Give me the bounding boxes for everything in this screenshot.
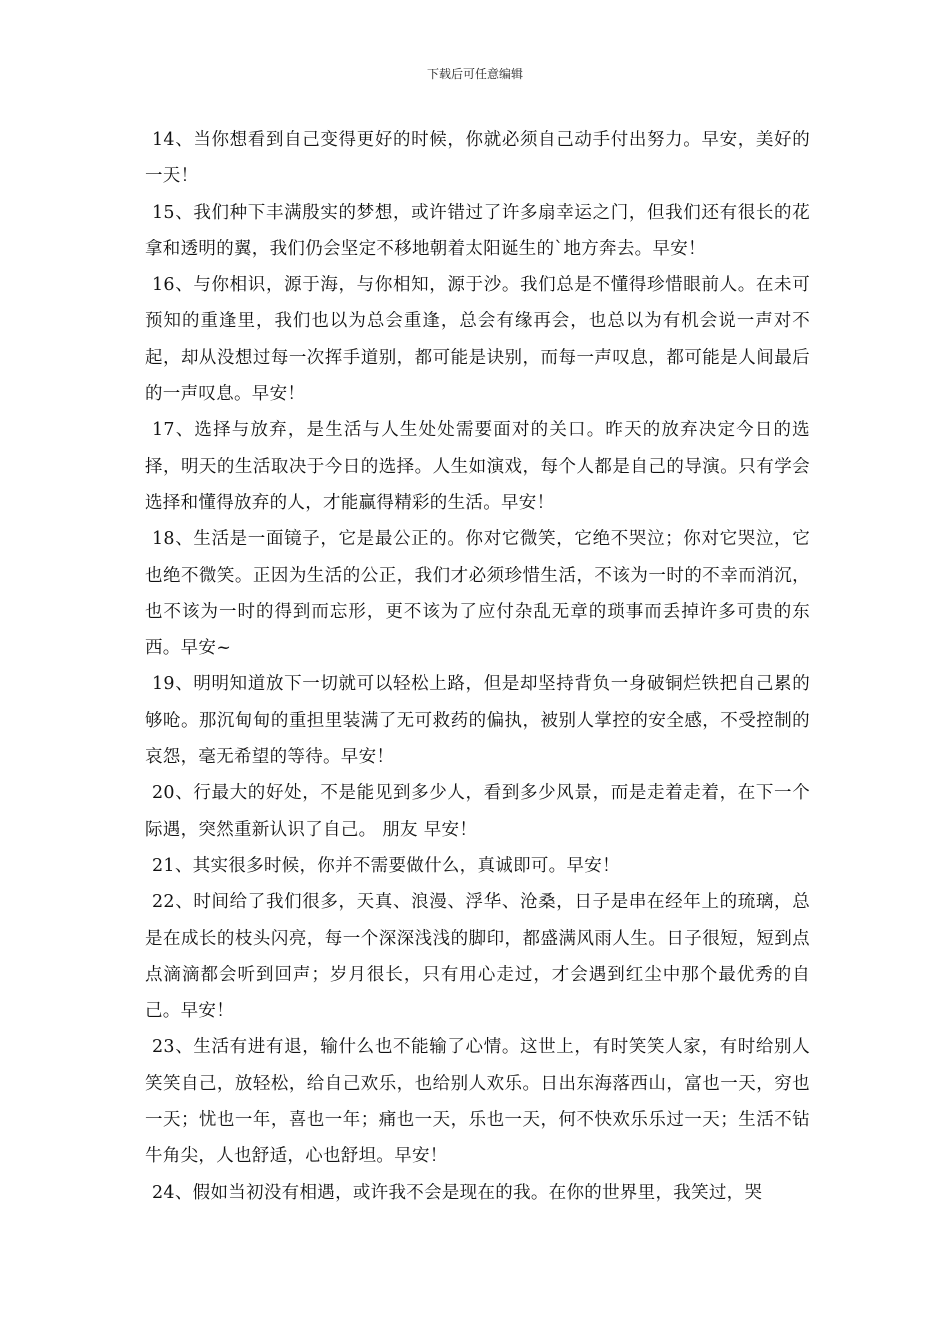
paragraph-20: 20、行最大的好处，不是能见到多少人，看到多少风景，而是走着走着，在下一个际遇，突然重新认识了自己。 朋友 早安！: [145, 783, 810, 840]
document-body: [145, 122, 810, 1211]
paragraph-18: 18、生活是一面镜子，它是最公正的。你对它微笑，它绝不哭泣；你对它哭泣，它也绝不微笑。正因为生活的公正，我们才必须珍惜生活，不该为一时的不幸而消沉，也不该为一时的得到而忘形，更不该为了应付杂乱无章的琐事而丢掉许多可贵的东西。早安~: [145, 529, 810, 659]
paragraph-19: 19、明明知道放下一切就可以轻松上路，但是却坚持背负一身破铜烂铁把自己累的够呛。那沉甸甸的重担里装满了无可救药的偏执，被别人掌控的安全感，不受控制的哀怨，毫无希望的等待。早安！: [145, 674, 810, 768]
paragraph-24: 24、假如当初没有相遇，或许我不会是现在的我。在你的世界里，我笑过，哭: [152, 1182, 763, 1203]
paragraph-22: 22、时间给了我们很多，天真、浪漫、浮华、沧桑，日子是串在经年上的琉璃，总是在成长的枝头闪亮，每一个深深浅浅的脚印，都盛满风雨人生。日子很短，短到点点滴滴都会听到回声；岁月很长，只有用心走过，才会遇到红尘中那个最优秀的自己。早安！: [145, 892, 810, 1022]
paragraph-17: 17、选择与放弃，是生活与人生处处需要面对的关口。昨天的放弃决定今日的选择，明天的生活取决于今日的选择。人生如演戏，每个人都是自己的导演。只有学会选择和懂得放弃的人，才能赢得精彩的生活。早安！: [145, 420, 810, 513]
page-header: 下载后可任意编辑: [426, 67, 523, 81]
paragraph-23: 23、生活有进有退，输什么也不能输了心情。这世上，有时笑笑人家，有时给别人笑笑自己，放轻松，给自己欢乐，也给别人欢乐。日出东海落西山，富也一天，穷也一天；忧也一年，喜也一年；痛也一天，乐也一天，何不快欢乐乐过一天；生活不钻牛角尖，人也舒适，心也舒坦。早安！: [145, 1037, 810, 1167]
paragraph-21: 21、其实很多时候，你并不需要做什么，真诚即可。早安！: [152, 855, 620, 876]
paragraph-14: 14、当你想看到自己变得更好的时候，你就必须自己动手付出努力。早安，美好的一天！: [145, 130, 810, 187]
paragraph-15: 15、我们种下丰满殷实的梦想，或许错过了许多扇幸运之门，但我们还有很长的花拿和透明的翼，我们仍会坚定不移地朝着太阳诞生的`地方奔去。早安！: [145, 202, 810, 259]
paragraph-16: 16、与你相识，源于海，与你相知，源于沙。我们总是不懂得珍惜眼前人。在未可预知的重逢里，我们也以为总会重逢，总会有缘再会，也总以为有机会说一声对不起，却从没想过每一次挥手道别，都可能是诀别，而每一声叹息，都可能是人间最后的一声叹息。早安！: [145, 275, 810, 405]
